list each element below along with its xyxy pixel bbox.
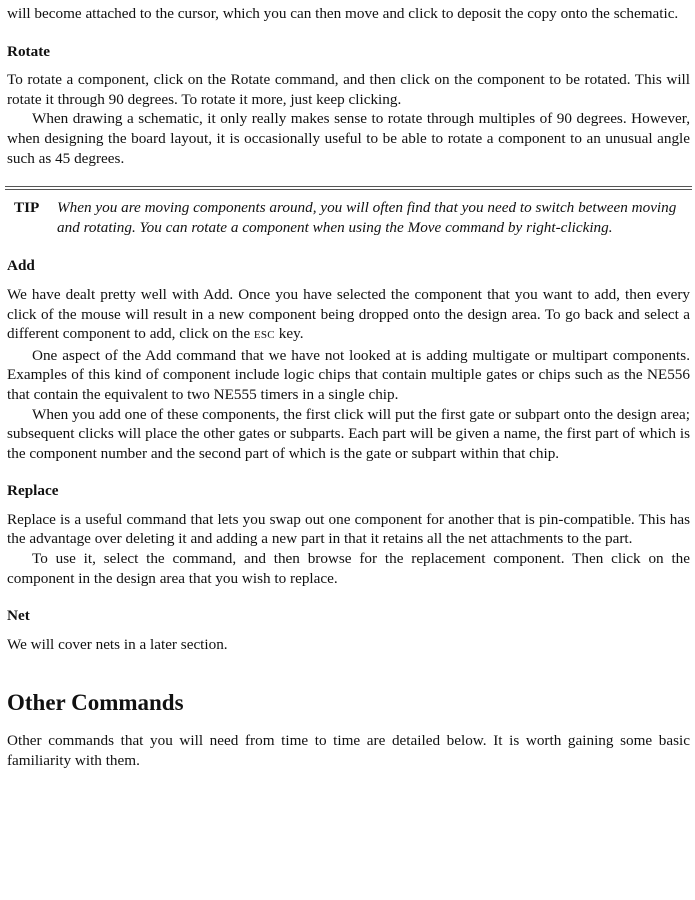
add-paragraph-1-text: We have dealt pretty well with Add. Once you have selected the component that you want to add, then every click of the mouse will result in a new component being dropped onto the design area. To go back and select a different component to add, click on the bbox=[7, 285, 690, 343]
replace-paragraph-1: Replace is a useful command that lets you swap out one component for another that is pin-compatible. This has the advantage over deleting it and adding a new part in that it retains all the net attachments to the part. bbox=[7, 510, 690, 548]
tip-box bbox=[7, 198, 690, 237]
other-commands-heading: Other Commands bbox=[7, 690, 184, 716]
add-heading: Add bbox=[7, 257, 35, 275]
rotate-paragraph-1: To rotate a component, click on the Rotate command, and then click on the component to be rotated. This will rotate it through 90 degrees. To rotate it more, just keep clicking. bbox=[7, 71, 690, 108]
document-page bbox=[7, 4, 690, 771]
rotate-heading: Rotate bbox=[7, 42, 51, 60]
tip-text: When you are moving components around, you will often find that you need to switch between moving and rotating. You can rotate a component when using the Move command by right-clicking. bbox=[57, 199, 677, 236]
net-heading: Net bbox=[7, 607, 30, 625]
replace-paragraph-2: To use it, select the command, and then browse for the replacement component. Then click on the component in the design area that you wish to replace. bbox=[7, 550, 690, 587]
add-paragraph-1 bbox=[7, 285, 690, 346]
tip-divider bbox=[5, 186, 692, 190]
esc-key-label: ESC bbox=[253, 329, 275, 342]
intro-paragraph: will become attached to the cursor, which you can then move and click to deposit the copy onto the schematic. bbox=[7, 5, 679, 22]
rotate-paragraph-2: When drawing a schematic, it only really makes sense to rotate through multiples of 90 degrees. However, when designing the board layout, it is occasionally useful to be able to rotate a component to an unusual angle such as 45 degrees. bbox=[7, 110, 690, 167]
replace-heading: Replace bbox=[7, 482, 59, 500]
other-commands-paragraph: Other commands that you will need from time to time are detailed below. It is worth gaining some basic familiarity with them. bbox=[7, 732, 690, 770]
tip-label: TIP bbox=[14, 199, 40, 217]
add-paragraph-3: When you add one of these components, the first click will put the first gate or subpart onto the design area; subsequent clicks will place the other gates or subparts. Each part will be given a name, the first part of which is the component number and the second part of which is the gate or subpart within that chip. bbox=[7, 405, 690, 462]
add-paragraph-1-end: key. bbox=[274, 325, 304, 343]
net-paragraph: We will cover nets in a later section. bbox=[7, 635, 228, 653]
add-paragraph-2: One aspect of the Add command that we have not looked at is adding multigate or multipart components. Examples of this kind of component include logic chips that contain multiple gates or chips such as the NE556 that contain the equivalent to two NE555 timers in a single chip. bbox=[7, 346, 690, 403]
